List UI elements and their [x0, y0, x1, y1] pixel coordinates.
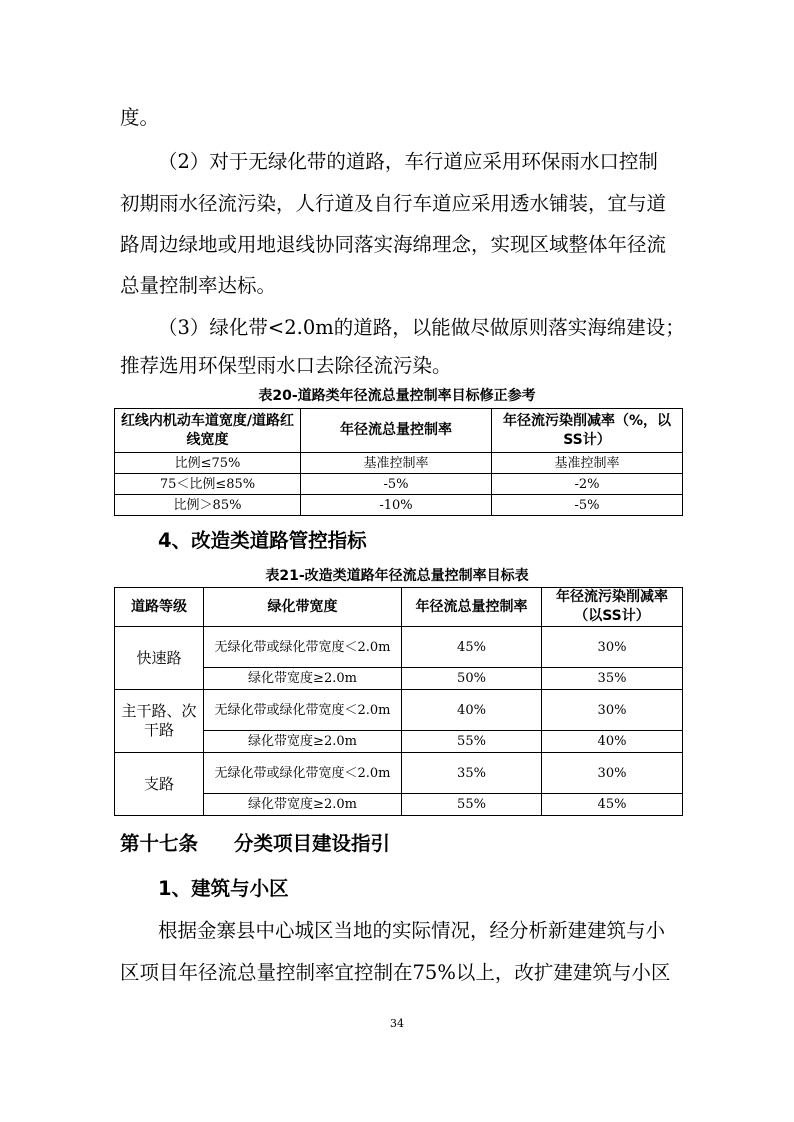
table-row [115, 474, 683, 495]
table-cell: -5% [301, 474, 492, 495]
table-cell: 比例＞85% [115, 495, 301, 516]
table-cell: 比例≤75% [115, 453, 301, 474]
table-cell: 无绿化带或绿化带宽度＜2.0m [204, 690, 402, 731]
table-header-cell: 年径流污染削减率（%，以SS计） [492, 409, 683, 453]
table-row [115, 627, 683, 668]
section-heading: 1、建筑与小区 [158, 877, 289, 900]
table21 [114, 587, 683, 816]
table-cell: -2% [492, 474, 683, 495]
table-cell: 35% [542, 668, 683, 690]
table-row [115, 495, 683, 516]
table-cell: 55% [402, 794, 542, 816]
table-cell: -10% [301, 495, 492, 516]
table-cell: 无绿化带或绿化带宽度＜2.0m [204, 627, 402, 668]
road-level-cell: 主干路、次干路 [115, 690, 204, 753]
table20 [114, 408, 683, 516]
table-cell: 绿化带宽度≥2.0m [204, 794, 402, 816]
page-number: 34 [390, 1017, 404, 1030]
road-level-cell: 快速路 [115, 627, 204, 690]
table-row [115, 453, 683, 474]
table-header-cell: 年径流总量控制率 [402, 588, 542, 627]
table-header-row [115, 409, 683, 453]
table-cell: 基准控制率 [301, 453, 492, 474]
table-cell: 30% [542, 753, 683, 794]
paragraph-line: （2）对于无绿化带的道路，车行道应采用环保雨水口控制 [158, 150, 658, 173]
table-cell: 40% [542, 731, 683, 753]
table20-caption: 表20-道路类年径流总量控制率目标修正参考 [258, 388, 536, 404]
paragraph-line: 推荐选用环保型雨水口去除径流污染。 [120, 354, 452, 377]
table-cell: 40% [402, 690, 542, 731]
table-cell: 35% [402, 753, 542, 794]
section-heading: 4、改造类道路管控指标 [158, 529, 367, 552]
table-header-cell: 红线内机动车道宽度/道路红线宽度 [115, 409, 301, 453]
paragraph-line: 初期雨水径流污染，人行道及自行车道应采用透水铺装，宜与道 [120, 192, 667, 215]
table-cell: 30% [542, 627, 683, 668]
table-header-cell: 道路等级 [115, 588, 204, 627]
road-level-cell: 支路 [115, 753, 204, 816]
table-header-cell: 绿化带宽度 [204, 588, 402, 627]
table-cell: 30% [542, 690, 683, 731]
table-cell: 45% [542, 794, 683, 816]
article-title: 分类项目建设指引 [234, 832, 391, 855]
table21-caption: 表21-改造类道路年径流总量控制率目标表 [265, 568, 529, 584]
paragraph-line: 路周边绿地或用地退线协同落实海绵理念，实现区域整体年径流 [120, 233, 667, 256]
table-header-cell: 年径流总量控制率 [301, 409, 492, 453]
table-cell: -5% [492, 495, 683, 516]
table-cell: 50% [402, 668, 542, 690]
article-heading [120, 832, 390, 856]
paragraph-continuation: 度。 [120, 106, 160, 129]
paragraph-line: 根据金寨县中心城区当地的实际情况，经分析新建建筑与小 [158, 919, 666, 942]
table-row [115, 690, 683, 731]
table-cell: 75＜比例≤85% [115, 474, 301, 495]
article-number: 第十七条 [120, 832, 199, 855]
paragraph-line: （3）绿化带<2.0m的道路，以能做尽做原则落实海绵建设； [158, 316, 685, 339]
table-cell: 绿化带宽度≥2.0m [204, 731, 402, 753]
table-cell: 55% [402, 731, 542, 753]
table-cell: 45% [402, 627, 542, 668]
table-header-cell: 年径流污染削减率（以SS计） [542, 588, 683, 627]
table-cell: 绿化带宽度≥2.0m [204, 668, 402, 690]
paragraph-line: 区项目年径流总量控制率宜控制在75%以上，改扩建建筑与小区 [120, 961, 671, 984]
table-cell: 无绿化带或绿化带宽度＜2.0m [204, 753, 402, 794]
table-header-row [115, 588, 683, 627]
table-cell: 基准控制率 [492, 453, 683, 474]
table-row [115, 753, 683, 794]
paragraph-line: 总量控制率达标。 [120, 274, 277, 297]
